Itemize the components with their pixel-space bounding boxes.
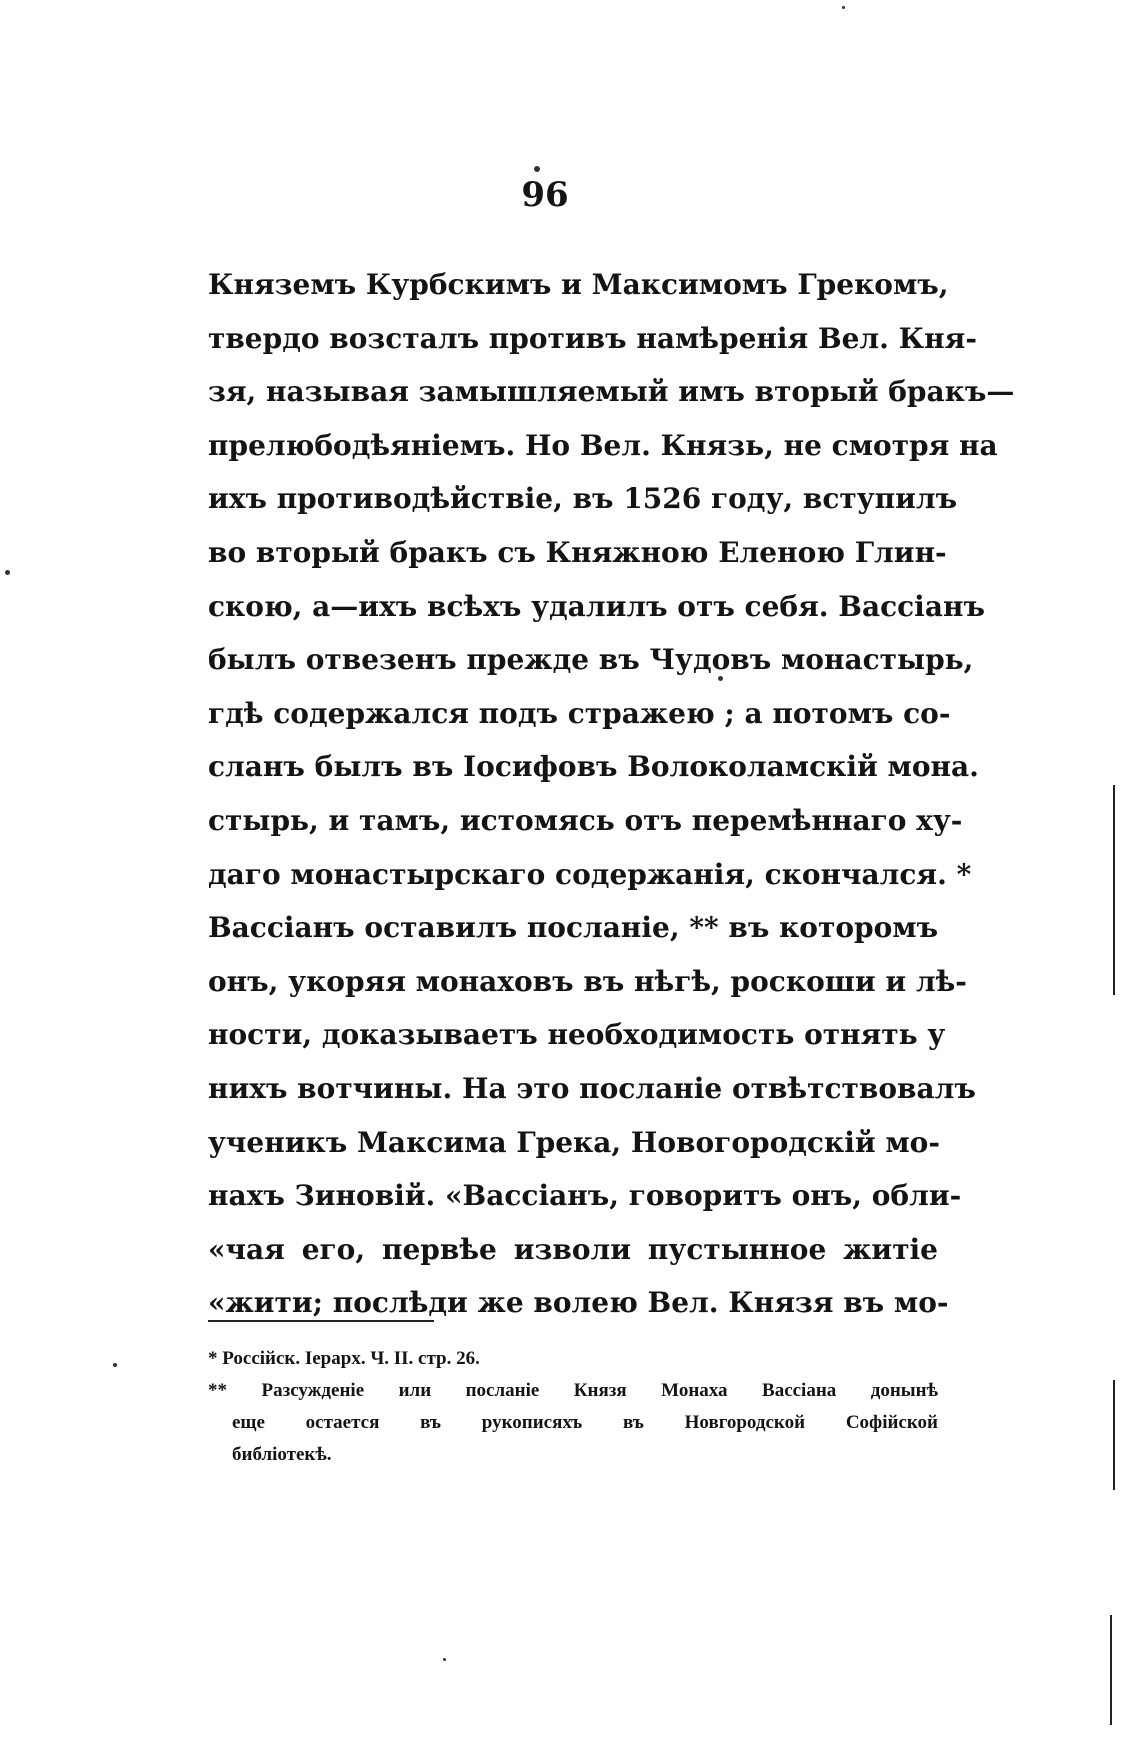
- text-line: скою, а—ихъ всѣхъ удалилъ отъ себя. Вассіанъ: [208, 589, 985, 623]
- text-line: былъ отвезенъ прежде въ Чудовъ монастырь,: [208, 643, 974, 677]
- text-line: сланъ былъ въ Іосифовъ Волоколамскій мона.: [208, 750, 979, 784]
- text-line: даго монастырскаго содержанія, скончался. *: [208, 857, 972, 891]
- text-line: онъ, укоряя монаховъ въ нѣгѣ, роскоши и лѣ-: [208, 964, 967, 998]
- footnotes: [208, 1343, 938, 1471]
- text-line: зя, называя замышляемый имъ вторый бракъ—: [208, 375, 1015, 409]
- text-line: стырь, и тамъ, истомясь отъ перемѣннаго ху-: [208, 803, 963, 837]
- scan-speck: [113, 1363, 117, 1367]
- text-line: «чая его, первѣе изволи пустынное житіе: [208, 1232, 938, 1266]
- text-line: во вторый бракъ съ Княжною Еленою Глин-: [208, 535, 947, 569]
- scan-speck: [534, 166, 540, 172]
- text-line: ности, доказываетъ необходимость отнять у: [208, 1018, 946, 1052]
- scan-edge-mark: [1113, 1380, 1115, 1490]
- scan-speck: [443, 1658, 446, 1661]
- text-line: Вассіанъ оставилъ посланіе, ** въ которомъ: [208, 911, 939, 945]
- text-line: нихъ вотчины. На это посланіе отвѣтствовалъ: [208, 1071, 976, 1105]
- scan-speck: [718, 676, 723, 681]
- footnote-line: библіотекѣ.: [232, 1444, 332, 1465]
- text-line: Княземъ Курбскимъ и Максимомъ Грекомъ,: [208, 268, 949, 301]
- scan-speck: [5, 570, 10, 575]
- text-line: нахъ Зиновій. «Вассіанъ, говоритъ онъ, обли-: [208, 1179, 962, 1213]
- body-text: [208, 258, 1015, 1330]
- text-line: ихъ противодѣйствіе, въ 1526 году, вступилъ: [208, 482, 958, 516]
- text-line: «жити; послѣди же волею Вел. Князя въ мо-: [208, 1286, 949, 1320]
- footnote-divider: [208, 1320, 434, 1322]
- text-line: твердо возсталъ противъ намѣренія Вел. Кня-: [208, 321, 977, 355]
- scan-edge-mark: [1110, 1615, 1112, 1725]
- text-line: ученикъ Максима Грека, Новогородскій мо-: [208, 1125, 940, 1159]
- page-number: 96: [521, 175, 569, 215]
- scan-speck: [842, 6, 845, 9]
- text-line: прелюбодѣяніемъ. Но Вел. Князь, не смотря на: [208, 428, 998, 462]
- footnote-line: еще остается въ рукописяхъ въ Новгородской Софійской: [232, 1412, 938, 1433]
- scan-edge-mark: [1113, 785, 1115, 995]
- footnote-line: ** Разсужденіе или посланіе Князя Монаха Вассіана донынѣ: [208, 1380, 938, 1401]
- footnote-line: * Россійск. Іерарх. Ч. II. стр. 26.: [208, 1348, 480, 1369]
- text-line: гдѣ содержался подъ стражею ; а потомъ со-: [208, 696, 951, 730]
